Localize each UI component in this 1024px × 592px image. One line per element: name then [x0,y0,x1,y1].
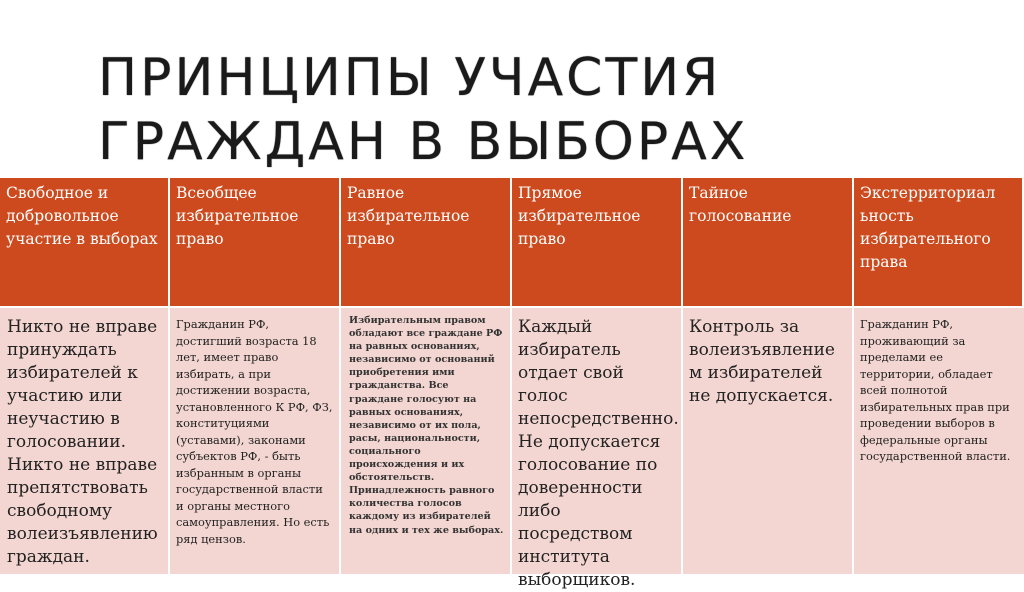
header-extraterritoriality: Экстерриториал ьность избирательного права [854,178,1024,306]
body-free-participation: Никто не вправе принуждать избирателей к участию или неучастию в голосовании. Никто не вправе препятствовать свободному волеизъявлению граждан. [0,306,170,574]
body-universal-suffrage: Гражданин РФ, достигший возраста 18 лет, имеет право избирать, а при достижении возраста, установленного К РФ, ФЗ, конституциями (уставами), законами субъектов РФ, - быть избранным в органы государственной власти и органы местного самоуправления. Но есть ряд цензов. [170,306,341,574]
body-secret-ballot: Контроль за волеизъявление м избирателей не допускается. [683,306,854,574]
page-title [98,46,748,174]
page-title-line1: ПРИНЦИПЫ УЧАСТИЯ [98,48,722,108]
page-title-line2: ГРАЖДАН В ВЫБОРАХ [98,112,749,172]
body-direct-suffrage: Каждый избиратель отдает свой голос непосредственно. Не допускается голосование по доверенности либо посредством института выборщиков. [512,306,683,574]
header-free-participation: Свободное и добровольное участие в выборах [0,178,170,306]
principles-table [0,178,1024,590]
body-equal-suffrage: Избирательным правом обладают все граждане РФ на равных основаниях, независимо от оснований приобретения ими гражданства. Все граждане голосуют на равных основаниях, независимо от их пола, расы, национальности, социального происхождения и их обстоятельств. Принадлежность равного количества голосов каждому из избирателей на одних и тех же выборах. [341,306,512,574]
header-direct-suffrage: Прямое избирательное право [512,178,683,306]
body-extraterritoriality: Гражданин РФ, проживающий за пределами ее территории, обладает всей полнотой избирательных прав при проведении выборов в федеральные органы государственной власти. [854,306,1024,574]
header-equal-suffrage: Равное избирательное право [341,178,512,306]
header-secret-ballot: Тайное голосование [683,178,854,306]
header-universal-suffrage: Всеобщее избирательное право [170,178,341,306]
